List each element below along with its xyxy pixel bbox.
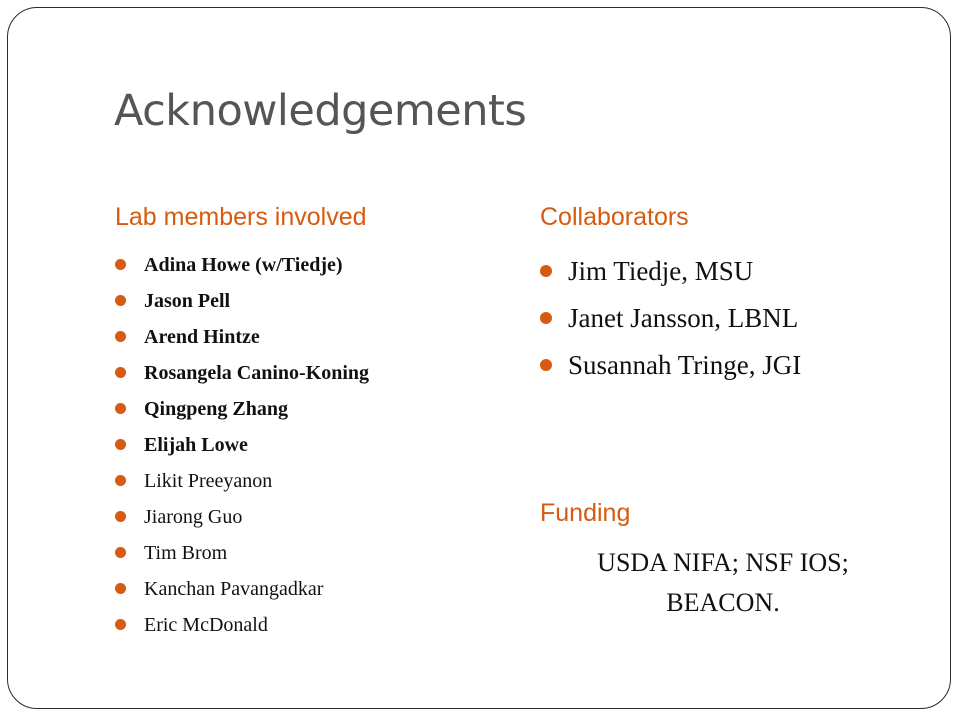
bullet-dot-icon (115, 367, 126, 378)
collaborator-item (568, 251, 801, 298)
bullet-dot-icon (115, 583, 126, 594)
lab-member-item (144, 391, 369, 427)
lab-member-item (144, 499, 369, 535)
bullet-dot-icon (540, 359, 552, 371)
bullet-dot-icon (115, 547, 126, 558)
bullet-dot-icon (115, 403, 126, 414)
lab-member-item (144, 319, 369, 355)
lab-member-item (144, 571, 369, 607)
bullet-dot-icon (115, 511, 126, 522)
bullet-dot-icon (115, 259, 126, 270)
lab-member-name: Tim Brom (144, 542, 228, 564)
bullet-dot-icon (115, 439, 126, 450)
lab-member-name: Elijah Lowe (144, 434, 248, 456)
lab-member-item (144, 607, 369, 643)
funding-text: USDA NIFA; NSF IOS; BEACON. (597, 548, 849, 617)
lab-member-name: Likit Preeyanon (144, 470, 273, 492)
bullet-dot-icon (115, 295, 126, 306)
lab-member-item (144, 463, 369, 499)
lab-member-name: Jiarong Guo (144, 506, 243, 528)
lab-member-name: Qingpeng Zhang (144, 398, 288, 420)
lab-member-item (144, 535, 369, 571)
collaborators-heading: Collaborators (540, 203, 689, 231)
lab-member-name: Jason Pell (144, 290, 231, 312)
collaborator-item (568, 298, 801, 345)
collaborator-item (568, 345, 801, 392)
lab-member-name: Adina Howe (w/Tiedje) (144, 254, 343, 276)
bullet-dot-icon (115, 331, 126, 342)
bullet-dot-icon (115, 619, 126, 630)
lab-members-list (144, 247, 369, 643)
slide (7, 7, 951, 709)
collaborator-name: Susannah Tringe, JGI (568, 350, 802, 380)
lab-member-item (144, 427, 369, 463)
collaborator-name: Jim Tiedje, MSU (568, 256, 754, 286)
lab-member-item (144, 283, 369, 319)
lab-member-item (144, 355, 369, 391)
funding-heading: Funding (540, 499, 631, 527)
bullet-dot-icon (115, 475, 126, 486)
bullet-dot-icon (540, 312, 552, 324)
lab-member-name: Eric McDonald (144, 614, 268, 636)
lab-member-name: Arend Hintze (144, 326, 260, 348)
collaborators-list (568, 251, 801, 392)
slide-title: Acknowledgements (114, 86, 527, 136)
lab-member-item (144, 247, 369, 283)
bullet-dot-icon (540, 265, 552, 277)
lab-member-name: Rosangela Canino-Koning (144, 362, 370, 384)
lab-member-name: Kanchan Pavangadkar (144, 578, 324, 600)
collaborator-name: Janet Jansson, LBNL (568, 303, 799, 333)
lab-members-heading: Lab members involved (115, 203, 367, 231)
